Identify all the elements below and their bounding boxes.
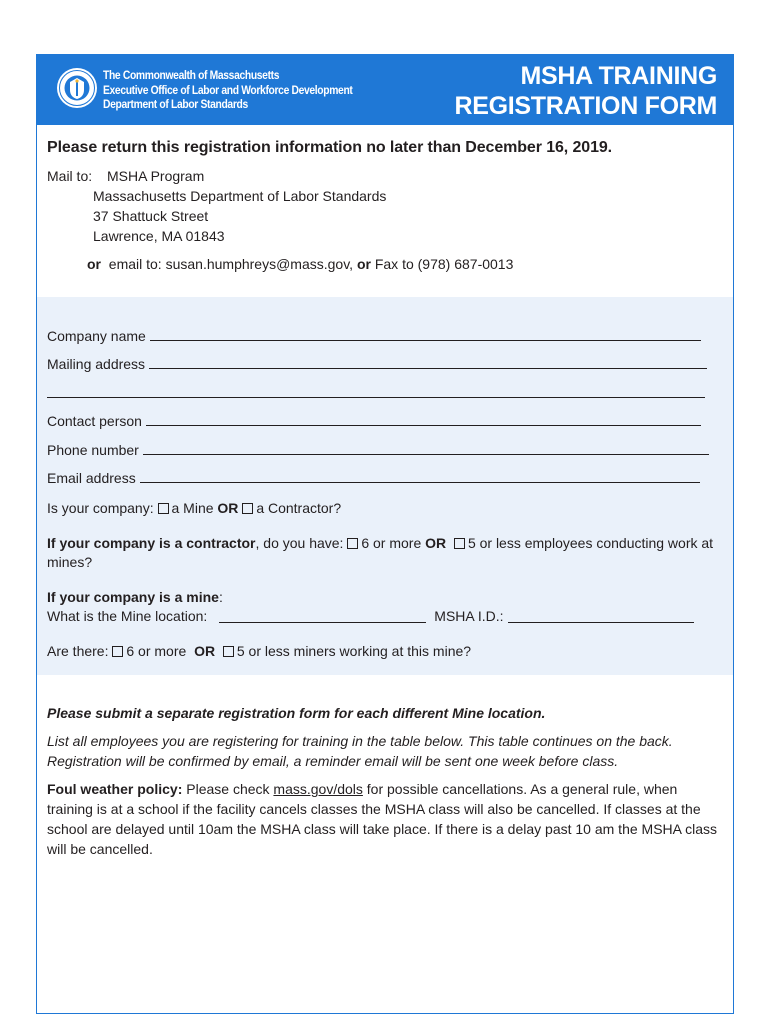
contractor-question-text: , do you have: — [255, 535, 344, 551]
email-instruction: email to: susan.humphreys@mass.gov, — [108, 256, 354, 272]
five-or-less-label: 5 or less employees conducting work at mines? — [47, 535, 714, 570]
msha-id-label: MSHA I.D.: — [434, 608, 504, 624]
form-title-line-2: REGISTRATION FORM — [454, 92, 717, 120]
email-address-field[interactable] — [47, 458, 725, 487]
company-name-label: Company name — [47, 327, 146, 344]
mine-location-label: What is the Mine location: — [47, 608, 208, 624]
company-info-fields — [47, 315, 725, 661]
mailing-address-line-2[interactable] — [47, 383, 705, 398]
agency-line-2: Executive Office of Labor and Workforce Development — [103, 82, 353, 97]
six-or-more-miners-checkbox[interactable] — [112, 646, 123, 657]
alt-contact-line — [47, 255, 727, 273]
phone-number-label: Phone number — [47, 441, 139, 458]
address-line-4: Lawrence, MA 01843 — [93, 228, 225, 244]
mailing-address-field[interactable] — [47, 344, 725, 373]
company-type-label: Is your company: — [47, 500, 154, 516]
mine-question-heading: If your company is a mine — [47, 589, 219, 605]
contractor-option-label: a Contractor? — [256, 500, 342, 516]
foul-weather-policy — [47, 779, 727, 859]
address-line-2: Massachusetts Department of Labor Standards — [93, 188, 387, 204]
mine-location-line[interactable] — [219, 609, 426, 623]
contractor-question — [47, 534, 725, 572]
dols-link[interactable]: mass.gov/dols — [273, 781, 363, 797]
agency-line-1: The Commonwealth of Massachusetts — [103, 68, 280, 82]
email-address-label: Email address — [47, 470, 136, 486]
address-line-3: 37 Shattuck Street — [93, 208, 209, 224]
contact-person-line[interactable] — [146, 411, 701, 426]
contractor-question-heading: If your company is a contractor — [47, 535, 256, 551]
or-label: or — [87, 256, 101, 272]
five-or-less-miners-label: 5 or less miners working at this mine? — [236, 643, 472, 659]
or-label: OR — [194, 643, 216, 659]
six-or-more-employees-checkbox[interactable] — [347, 538, 358, 549]
or-label: or — [356, 256, 371, 272]
mine-option-label: a Mine — [171, 500, 214, 516]
email-address-line[interactable] — [140, 468, 700, 483]
phone-number-line[interactable] — [143, 440, 709, 455]
five-or-less-miners-checkbox[interactable] — [223, 646, 234, 657]
deadline-text: Please return this registration information no later than December 16, 2019. — [47, 139, 613, 156]
header-bar — [37, 55, 733, 125]
list-employees-note: List all employees you are registering for training in the table below. This table continues on the back. Registration will be confirmed by email, a reminder email will be sent one week before class. — [47, 733, 673, 769]
mine-question — [47, 588, 725, 626]
notes-section — [47, 703, 727, 859]
policy-pre-text: Please check — [186, 781, 270, 797]
form-title-line-1: MSHA TRAINING — [520, 62, 717, 90]
mailing-address-line[interactable] — [149, 354, 707, 369]
five-or-less-employees-checkbox[interactable] — [454, 538, 465, 549]
mail-to-label: Mail to: — [47, 168, 93, 184]
contact-person-field[interactable] — [47, 401, 725, 430]
state-seal-icon — [56, 67, 98, 109]
mine-location-row — [47, 607, 725, 626]
form-title — [455, 61, 717, 121]
phone-number-field[interactable] — [47, 429, 725, 458]
mail-to-row — [47, 166, 727, 186]
six-or-more-miners-label: 6 or more — [126, 643, 187, 659]
company-type-question — [47, 499, 725, 518]
miners-question-label: Are there: — [47, 643, 109, 659]
miners-question — [47, 642, 725, 661]
separate-form-note: Please submit a separate registration form for each different Mine location. — [47, 705, 546, 721]
agency-name — [103, 68, 393, 112]
or-label: OR — [217, 500, 239, 516]
contact-person-label: Contact person — [47, 413, 142, 429]
agency-line-3: Department of Labor Standards — [103, 97, 248, 111]
mine-checkbox[interactable] — [158, 503, 169, 514]
fax-instruction: Fax to (978) 687-0013 — [374, 256, 514, 272]
msha-id-line[interactable] — [508, 609, 694, 623]
mailing-address-field-2[interactable] — [47, 372, 725, 401]
company-name-line[interactable] — [150, 326, 701, 341]
policy-label: Foul weather policy: — [47, 781, 183, 797]
company-name-field[interactable] — [47, 315, 725, 344]
mailing-address-label: Mailing address — [47, 356, 146, 372]
address-line-1: MSHA Program — [107, 168, 205, 184]
policy-post-text: for possible cancellations. As a general rule, when training is at a school if the facility cancels classes the MSHA class will also be cancelled. If classes at the school are delayed until 10am the MSHA class will take place. If there is a delay past 10 am the MSHA class will be cancelled. — [47, 781, 717, 857]
or-label: OR — [425, 535, 447, 551]
intro-section — [47, 139, 727, 273]
contractor-checkbox[interactable] — [242, 503, 253, 514]
form-frame — [36, 54, 734, 1014]
mine-question-colon: : — [218, 589, 223, 605]
six-or-more-label: 6 or more — [361, 535, 422, 551]
